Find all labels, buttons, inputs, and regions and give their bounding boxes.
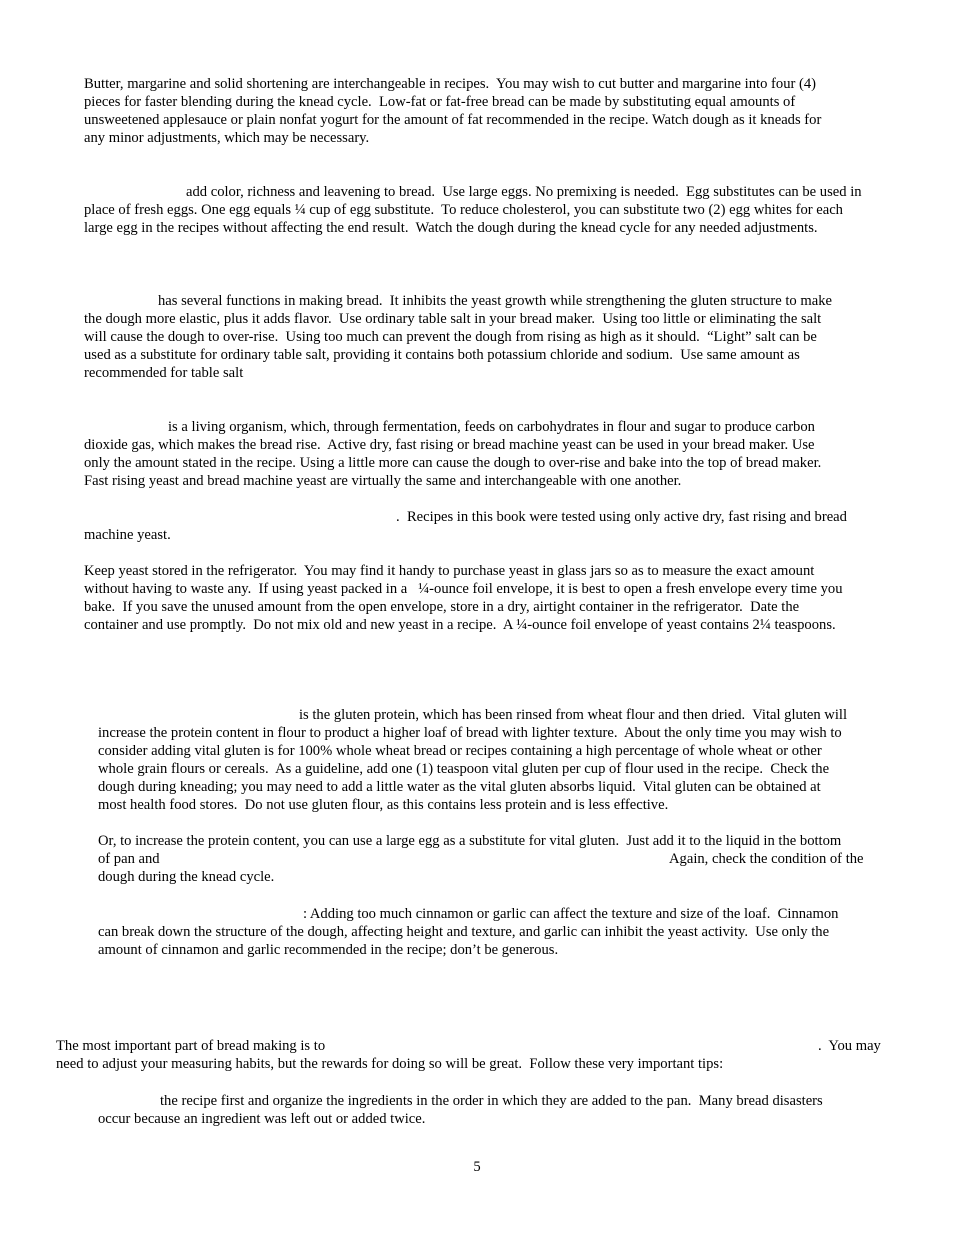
yeast-tested-line-2: machine yeast. <box>84 527 171 543</box>
spices-paragraph-line-2: can break down the structure of the dough, affecting height and texture, and garlic can inhibit the yeast activity. Use only the <box>98 924 830 940</box>
salt-paragraph-line-4: used as a substitute for ordinary table salt, providing it contains both potassium chloride and sodium. Use same amount as <box>84 347 800 363</box>
yeast-storage-line-2: without having to waste any. If using yeast packed in a ¼-ounce foil envelope, it is best to open a fresh envelope every time you <box>84 581 843 597</box>
gluten-paragraph-line-2: increase the protein content in flour to product a higher loaf of bread with lighter texture. About the only time you may wish to <box>98 725 842 741</box>
measuring-line-1a: The most important part of bread making is to <box>56 1038 326 1054</box>
eggs-paragraph-line-3: large egg in the recipes without affecting the end result. Watch the dough during the knead cycle for any needed adjustments. <box>84 220 818 236</box>
gluten-paragraph-line-5: dough during kneading; you may need to add a little water as the vital gluten absorbs liquid. Vital gluten can be obtained at <box>98 779 821 795</box>
read-recipe-line-2: occur because an ingredient was left out or added twice. <box>98 1111 426 1127</box>
fat-paragraph-line-3: unsweetened applesauce or plain nonfat yogurt for the amount of fat recommended in the recipe. Watch dough as it kneads for <box>84 112 822 128</box>
yeast-storage-line-4: container and use promptly. Do not mix old and new yeast in a recipe. A ¼-ounce foil envelope of yeast contains 2¼ teaspoons. <box>84 617 836 633</box>
yeast-storage-line-3: bake. If you save the unused amount from the open envelope, store in a dry, airtight container in the refrigerator. Date the <box>84 599 800 615</box>
gluten-paragraph-line-3: consider adding vital gluten is for 100% whole wheat bread or recipes containing a high percentage of whole wheat or other <box>98 743 822 759</box>
egg-gluten-line-2a: of pan and <box>98 851 160 867</box>
gluten-paragraph-line-6: most health food stores. Do not use gluten flour, as this contains less protein and is less effective. <box>98 797 669 813</box>
read-recipe-line-1: the recipe first and organize the ingredients in the order in which they are added to the pan. Many bread disasters <box>160 1093 823 1109</box>
yeast-paragraph-line-3: only the amount stated in the recipe. Using a little more can cause the dough to over-rise and bake into the top of bread maker. <box>84 455 822 471</box>
fat-paragraph-line-4: any minor adjustments, which may be necessary. <box>84 130 370 146</box>
eggs-paragraph-line-2: place of fresh eggs. One egg equals ¼ cup of egg substitute. To reduce cholesterol, you can substitute two (2) egg whites for each <box>84 202 843 218</box>
spices-paragraph-line-1: : Adding too much cinnamon or garlic can affect the texture and size of the loaf. Cinnamon <box>303 906 839 922</box>
eggs-paragraph-line-1: add color, richness and leavening to bread. Use large eggs. No premixing is needed. Egg substitutes can be used in <box>186 184 862 200</box>
salt-paragraph-line-2: the dough more elastic, plus it adds flavor. Use ordinary table salt in your bread maker. Using too little or eliminating the salt <box>84 311 822 327</box>
yeast-paragraph-line-1: is a living organism, which, through fermentation, feeds on carbohydrates in flour and sugar to produce carbon <box>168 419 815 435</box>
measuring-line-2: need to adjust your measuring habits, but the rewards for doing so will be great. Follow these very important tips: <box>56 1056 724 1072</box>
page-number: 5 <box>473 1159 481 1175</box>
yeast-tested-line-1: . Recipes in this book were tested using only active dry, fast rising and bread <box>396 509 847 525</box>
fat-paragraph-line-1: Butter, margarine and solid shortening are interchangeable in recipes. You may wish to cut butter and margarine into four (4) <box>84 76 817 92</box>
yeast-storage-line-1: Keep yeast stored in the refrigerator. You may find it handy to purchase yeast in glass jars so as to measure the exact amount <box>84 563 815 579</box>
egg-gluten-line-1: Or, to increase the protein content, you can use a large egg as a substitute for vital gluten. Just add it to the liquid in the bottom <box>98 833 842 849</box>
salt-paragraph-line-1: has several functions in making bread. It inhibits the yeast growth while strengthening the gluten structure to make <box>158 293 832 309</box>
fat-paragraph-line-2: pieces for faster blending during the knead cycle. Low-fat or fat-free bread can be made by substituting equal amounts of <box>84 94 796 110</box>
salt-paragraph-line-3: will cause the dough to over-rise. Using too much can prevent the dough from rising as high as it should. “Light” salt can be <box>84 329 817 345</box>
spices-paragraph-line-3: amount of cinnamon and garlic recommended in the recipe; don’t be generous. <box>98 942 559 958</box>
gluten-paragraph-line-1: is the gluten protein, which has been rinsed from wheat flour and then dried. Vital gluten will <box>299 707 848 723</box>
egg-gluten-line-3: dough during the knead cycle. <box>98 869 275 885</box>
measuring-line-1b: . You may <box>818 1038 881 1054</box>
yeast-paragraph-line-4: Fast rising yeast and bread machine yeast are virtually the same and interchangeable with one another. <box>84 473 682 489</box>
yeast-paragraph-line-2: dioxide gas, which makes the bread rise. Active dry, fast rising or bread machine yeast can be used in your bread maker. Use <box>84 437 815 453</box>
egg-gluten-line-2b: Again, check the condition of the <box>669 851 864 867</box>
gluten-paragraph-line-4: whole grain flours or cereals. As a guideline, add one (1) teaspoon vital gluten per cup of flour used in the recipe. Check the <box>98 761 830 777</box>
salt-paragraph-line-5: recommended for table salt <box>84 365 244 381</box>
